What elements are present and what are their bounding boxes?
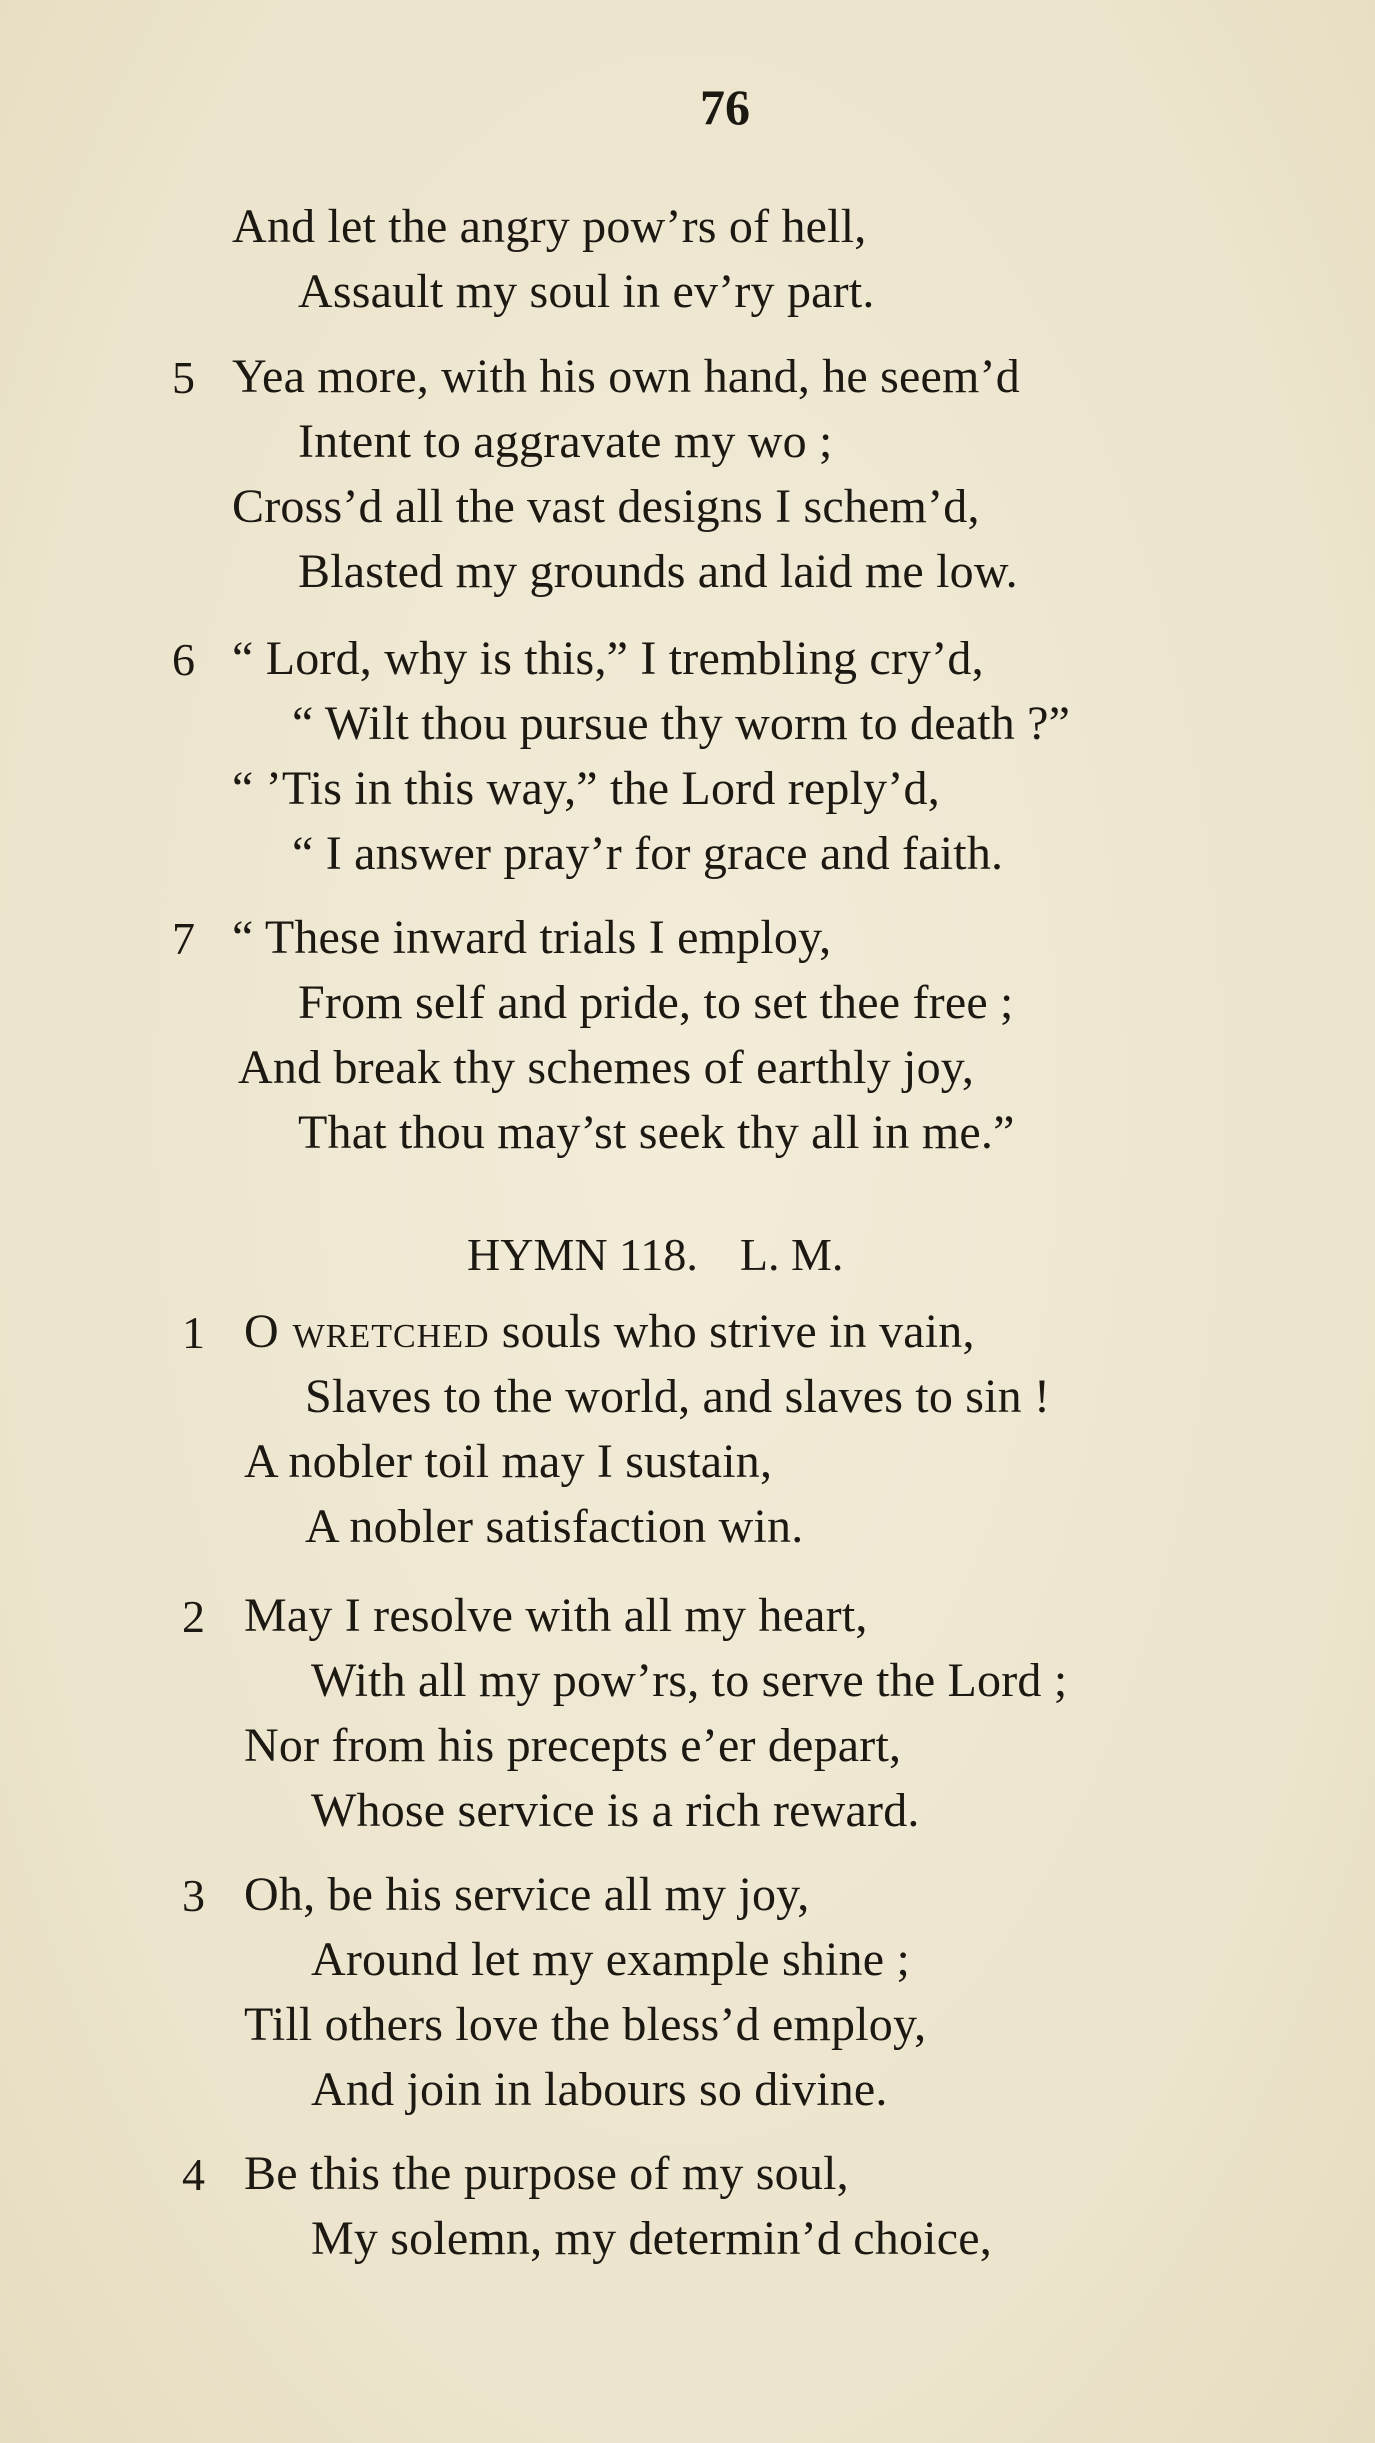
hymn-title: HYMN 118. — [467, 1229, 698, 1280]
hymn-heading — [467, 1229, 844, 1280]
verse-line: That thou may’st seek thy all in me.” — [298, 1106, 1015, 1159]
verse-line: A nobler satisfaction win. — [305, 1500, 804, 1553]
verse-line: Blasted my grounds and laid me low. — [298, 545, 1018, 598]
verse-line: A nobler toil may I sustain, — [244, 1435, 773, 1488]
page-number: 76 — [700, 79, 750, 135]
verse-line: From self and pride, to set thee free ; — [298, 976, 1014, 1029]
stanza-number: 1 — [182, 1307, 205, 1358]
stanza-number: 2 — [182, 1591, 205, 1642]
verse-line: Slaves to the world, and slaves to sin ! — [305, 1370, 1051, 1423]
verse-line: Oh, be his service all my joy, — [244, 1868, 810, 1921]
verse-line: May I resolve with all my heart, — [244, 1589, 868, 1642]
stanza-first-word: O wretched — [244, 1305, 490, 1358]
verse-line: With all my pow’rs, to serve the Lord ; — [311, 1654, 1068, 1707]
verse-line: Yea more, with his own hand, he seem’d — [232, 350, 1020, 403]
stanza-number: 6 — [172, 634, 195, 685]
verse-line: Around let my example shine ; — [311, 1933, 911, 1986]
stanza-number: 4 — [182, 2149, 205, 2200]
verse-line: Cross’d all the vast designs I schem’d, — [232, 480, 980, 533]
verse-line: Intent to aggravate my wo ; — [298, 415, 833, 468]
verse-line: And join in labours so divine. — [311, 2063, 888, 2116]
verse-line: Nor from his precepts e’er depart, — [244, 1719, 902, 1772]
verse-line: Be this the purpose of my soul, — [244, 2147, 849, 2200]
verse-line: “ ’Tis in this way,” the Lord reply’d, — [232, 762, 940, 815]
stanza-number: 7 — [172, 913, 195, 964]
verse-line: “ Lord, why is this,” I trembling cry’d, — [232, 632, 984, 685]
verse-line: “ Wilt thou pursue thy worm to death ?” — [292, 697, 1071, 750]
verse-line: Till others love the bless’d employ, — [244, 1998, 927, 2051]
verse-line: And break thy schemes of earthly joy, — [238, 1041, 975, 1094]
verse-line: “ These inward trials I employ, — [232, 911, 832, 964]
verse-line: And let the angry pow’rs of hell, — [232, 200, 867, 253]
stanza-number: 3 — [182, 1870, 205, 1921]
verse-line: “ I answer pray’r for grace and faith. — [292, 827, 1004, 880]
hymn-meter: L. M. — [739, 1229, 844, 1280]
verse-line: Assault my soul in ev’ry part. — [298, 265, 875, 318]
verse-line: My solemn, my determin’d choice, — [311, 2212, 992, 2265]
verse-line: O wretched souls who strive in vain, — [244, 1305, 975, 1358]
stanza-number: 5 — [172, 352, 195, 403]
verse-line: Whose service is a rich reward. — [311, 1784, 920, 1837]
